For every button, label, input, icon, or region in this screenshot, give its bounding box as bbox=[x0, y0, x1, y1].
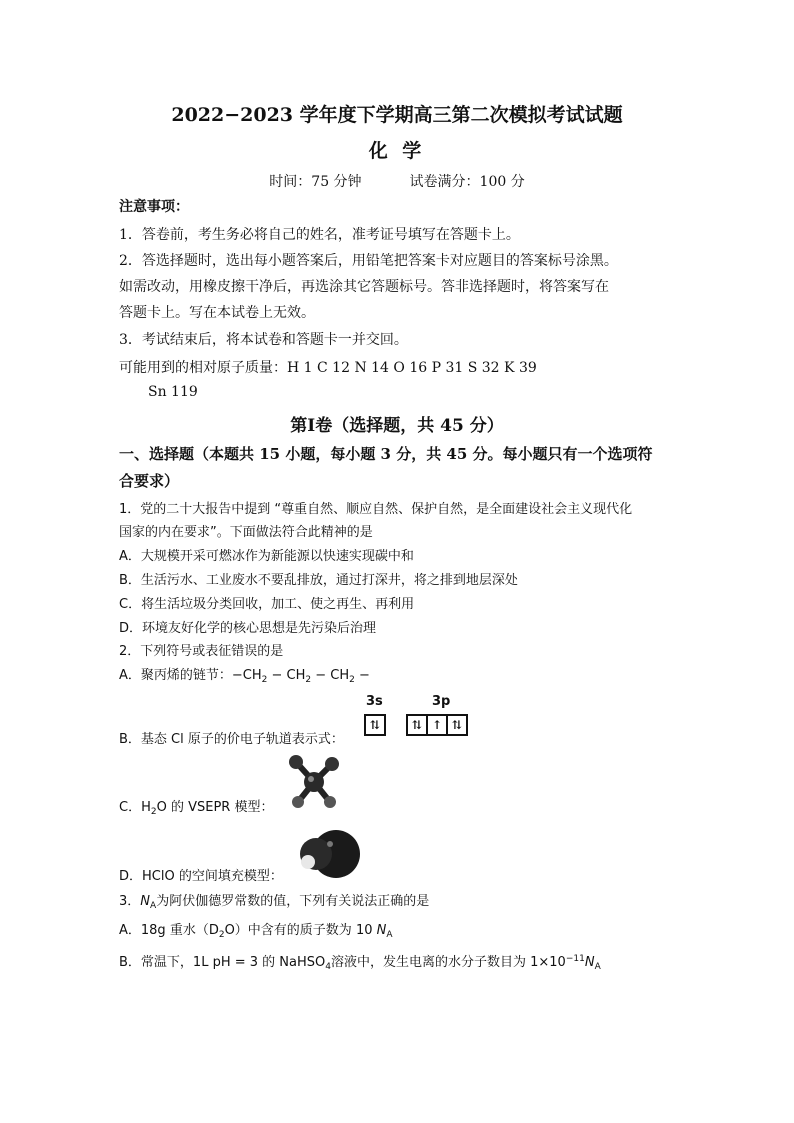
exam-title: 2022−2023 学年度下学期高三第二次模拟考试试题 bbox=[171, 104, 623, 126]
orbital-box-paired: ⇅ bbox=[406, 714, 428, 736]
orbital-3s-label: 3s bbox=[366, 694, 383, 709]
notice-item: 答题卡上。写在本试卷上无效。 bbox=[119, 305, 315, 321]
orbital-box-paired: ⇅ bbox=[364, 714, 386, 736]
notice-item: 3．考试结束后，将本试卷和答题卡一并交回。 bbox=[119, 332, 408, 348]
part-heading-cont: 合要求） bbox=[119, 472, 180, 490]
orbital-3p-label: 3p bbox=[432, 694, 451, 709]
q1-option-a: A．大规模开采可燃冰作为新能源以快速实现碳中和 bbox=[119, 549, 414, 564]
part-heading: 一、选择题（本题共 15 小题，每小题 3 分，共 45 分。每小题只有一个选项符 bbox=[119, 445, 653, 463]
q2-option-d: D．HClO 的空间填充模型： bbox=[119, 869, 283, 884]
notice-item: 如需改动，用橡皮擦干净后，再选涂其它答题标号。答非选择题时，将答案写在 bbox=[119, 279, 609, 295]
q3-stem: 3．$N_A$为阿伏伽德罗常数的值，下列有关说法正确的是 bbox=[119, 894, 430, 911]
orbital-3s-box bbox=[364, 714, 386, 736]
space-filling-model-image bbox=[294, 828, 362, 880]
vsepr-model-image bbox=[286, 752, 342, 810]
exam-score: 试卷满分：100 分 bbox=[409, 174, 525, 190]
q2-option-a: A．聚丙烯的链节：$-CH_2 - CH_2 - CH_2$ − bbox=[119, 668, 370, 685]
orbital-box-single: ↑ bbox=[428, 714, 448, 736]
q2-option-b: B．基态 Cl 原子的价电子轨道表示式： bbox=[119, 732, 344, 747]
notice-item: 2．答选择题时，选出每小题答案后，用铅笔把答案卡对应题目的答案标号涂黑。 bbox=[119, 253, 618, 269]
q1-stem: 1．党的二十大报告中提到 “尊重自然、顺应自然、保护自然，是全面建设社会主义现代化 bbox=[119, 502, 633, 517]
q1-option-b: B．生活污水、工业废水不要乱排放，通过打深井，将之排到地层深处 bbox=[119, 573, 518, 588]
q1-option-d: D．环境友好化学的核心思想是先污染后治理 bbox=[119, 621, 377, 636]
section-title: 第Ⅰ卷（选择题，共 45 分） bbox=[290, 416, 504, 436]
time-score-line bbox=[0, 171, 794, 191]
orbital-box-paired: ⇅ bbox=[448, 714, 468, 736]
atomic-masses-cont: Sn 119 bbox=[148, 384, 198, 400]
exam-time: 时间：75 分钟 bbox=[269, 174, 362, 190]
notice-item: 1．答卷前，考生务必将自己的姓名，准考证号填写在答题卡上。 bbox=[119, 227, 520, 243]
q1-stem-cont: 国家的内在要求”。下面做法符合此精神的是 bbox=[119, 525, 373, 540]
q3-option-a: A．18g 重水$(D_2O)$中含有的质子数为 10 $N_A$ bbox=[119, 923, 393, 940]
subject-title: 化 学 bbox=[368, 140, 426, 162]
orbital-3p-boxes bbox=[406, 714, 468, 736]
q3-option-b: B．常温下，1L pH = 3 的 NaHSO$_4$溶液中，发生电离的水分子数目为 $1\times 10^{-11}N_A$ bbox=[119, 954, 601, 972]
notice-heading: 注意事项： bbox=[119, 199, 189, 215]
q2-option-c: C．$H_2O$ 的 VSEPR 模型： bbox=[119, 800, 274, 817]
q2-stem: 2．下列符号或表征错误的是 bbox=[119, 644, 284, 659]
q1-option-c: C．将生活垃圾分类回收，加工、使之再生、再利用 bbox=[119, 597, 415, 612]
atomic-masses: 可能用到的相对原子质量：H 1 C 12 N 14 O 16 P 31 S 32 K 39 bbox=[119, 360, 537, 376]
